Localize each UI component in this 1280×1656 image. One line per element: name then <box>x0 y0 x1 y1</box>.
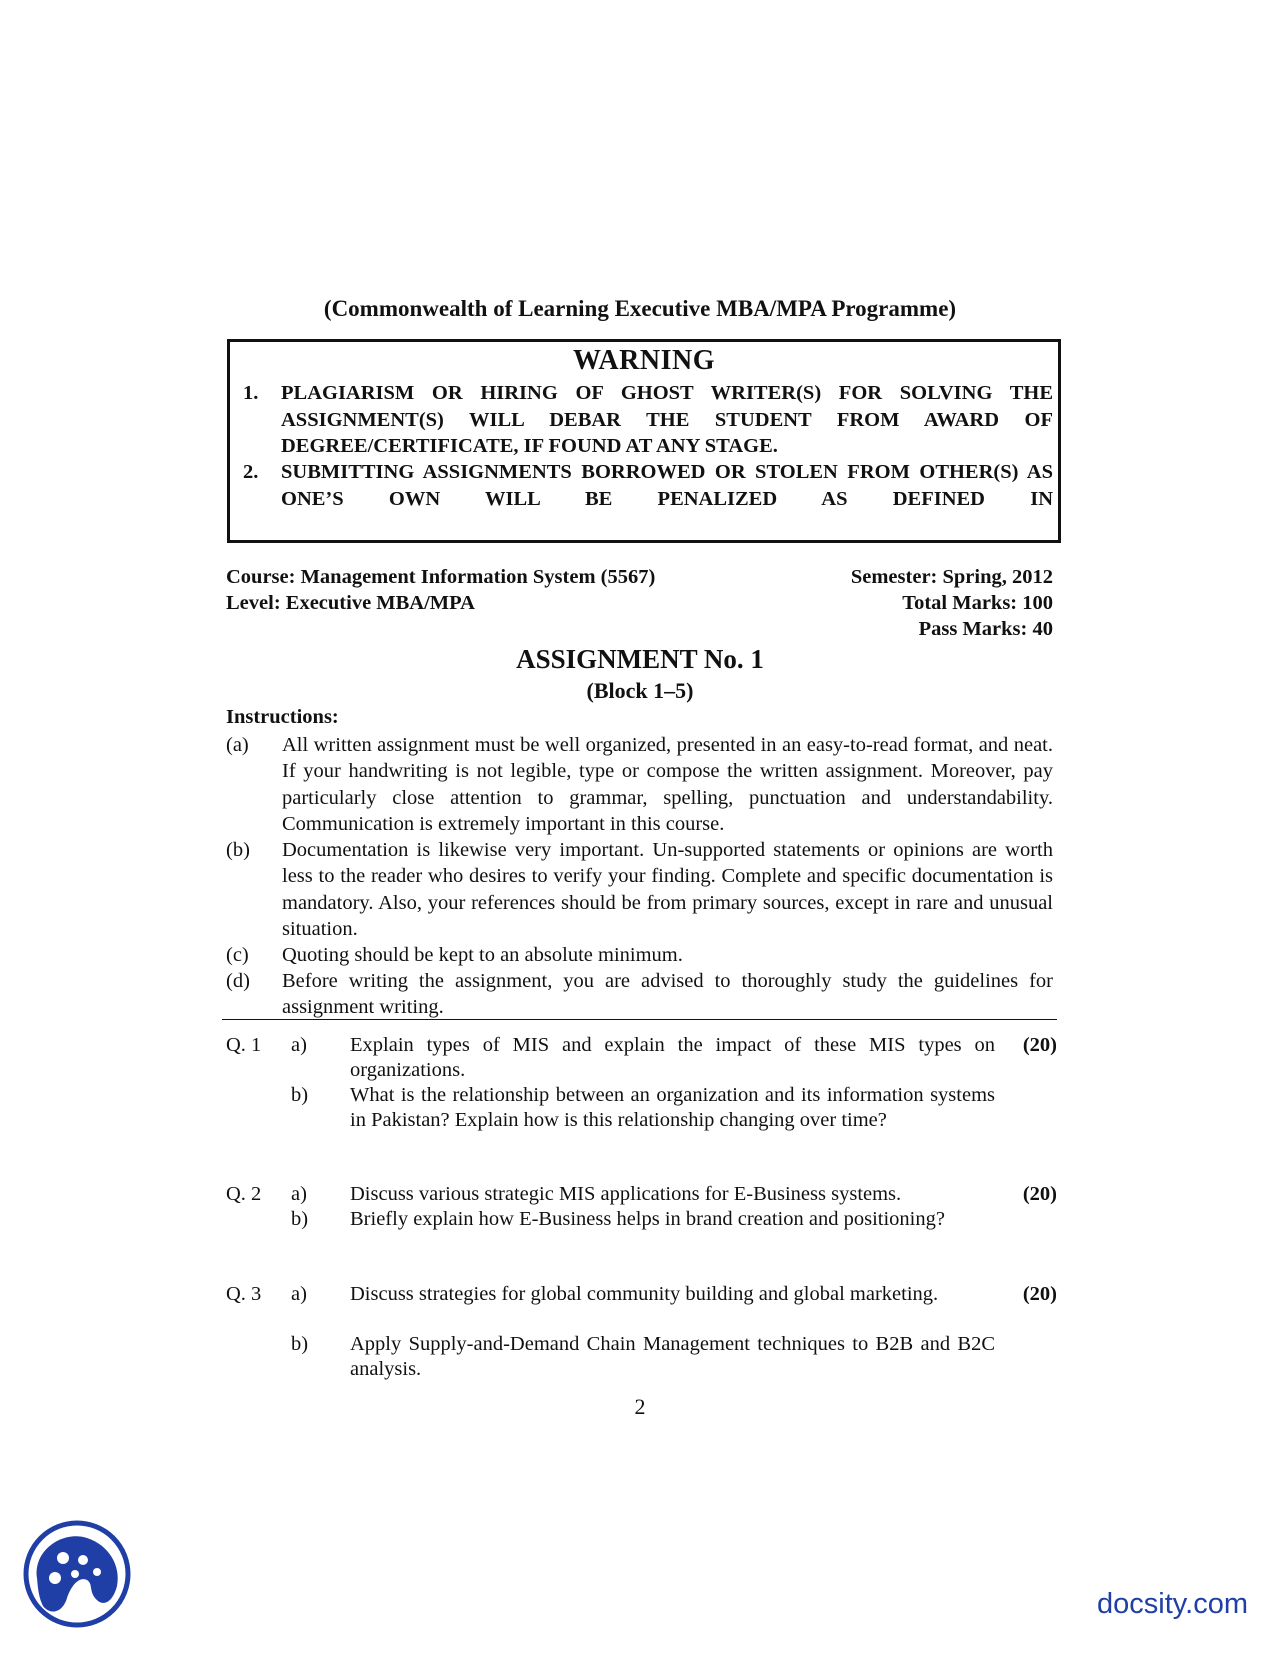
warning-item-number: 1. <box>243 382 259 404</box>
docsity-watermark[interactable]: docsity.com <box>1097 1588 1248 1620</box>
instruction-label: (a) <box>226 734 249 756</box>
question-part-text: Apply Supply-and-Demand Chain Management techniques to B2B and B2C analysis. <box>350 1333 995 1380</box>
section-divider <box>222 1019 1057 1020</box>
question-part-text: Explain types of MIS and explain the impact of these MIS types on organizations. <box>350 1034 995 1081</box>
question-number: Q. 2 <box>226 1183 262 1205</box>
question-part-label: a) <box>291 1283 307 1305</box>
question-part-text: Discuss strategies for global community building and global marketing. <box>350 1283 939 1305</box>
instruction-item <box>226 968 1053 1021</box>
question-number: Q. 3 <box>226 1283 262 1305</box>
instruction-text: Quoting should be kept to an absolute minimum. <box>282 944 683 966</box>
question-marks: (20) <box>1022 1034 1057 1056</box>
semester: Semester: Spring, 2012 <box>850 566 1053 588</box>
instruction-item <box>226 942 1053 968</box>
docsity-logo-icon <box>23 1520 131 1628</box>
instruction-item <box>226 837 1053 942</box>
course-name: Course: Management Information System (5567) <box>226 566 656 588</box>
assignment-title: ASSIGNMENT No. 1 <box>516 644 764 674</box>
warning-item-number: 2. <box>243 461 259 483</box>
instructions-heading: Instructions: <box>226 706 339 728</box>
assignment-block: (Block 1–5) <box>586 678 694 703</box>
question-part-label: b) <box>291 1333 309 1355</box>
warning-title: WARNING <box>573 345 715 376</box>
page-number: 2 <box>634 1394 646 1419</box>
question-part-text: What is the relationship between an organization and its information systems in Pakistan? Explain how is this relationship changing over time? <box>350 1084 995 1131</box>
question-part-label: a) <box>291 1183 307 1205</box>
warning-item-text: PLAGIARISM OR HIRING OF GHOST WRITER(S) FOR SOLVING THE ASSIGNMENT(S) WILL DEBAR THE STUDENT FROM AWARD OF DEGREE/CERTIFICATE, IF FOUND AT ANY STAGE. <box>281 382 1053 457</box>
total-marks: Total Marks: 100 <box>902 592 1053 614</box>
question-part-text: Briefly explain how E-Business helps in brand creation and positioning? <box>350 1208 945 1230</box>
question-part-label: a) <box>291 1034 307 1056</box>
question-part-label: b) <box>291 1208 309 1230</box>
instruction-text: Documentation is likewise very important. Un-supported statements or opinions are worth less to the reader who desires to verify your finding. Complete and specific documentation is mandatory. Also, your references should be from primary sources, except in rare and unusual situation. <box>282 839 1053 940</box>
instruction-label: (b) <box>226 839 250 861</box>
programme-title: (Commonwealth of Learning Executive MBA/MPA Programme) <box>323 296 957 321</box>
question-number: Q. 1 <box>226 1034 262 1056</box>
instruction-label: (c) <box>226 944 249 966</box>
question-marks: (20) <box>1022 1283 1057 1305</box>
question-part-label: b) <box>291 1084 309 1106</box>
instruction-item <box>226 732 1053 837</box>
instruction-text: Before writing the assignment, you are advised to thoroughly study the guidelines for assignment writing. <box>282 970 1053 1019</box>
warning-item <box>243 380 1053 460</box>
warning-item-text: SUBMITTING ASSIGNMENTS BORROWED OR STOLEN FROM OTHER(S) AS ONE’S OWN WILL BE PENALIZED AS DEFINED IN <box>281 461 1053 510</box>
instruction-text: All written assignment must be well organized, presented in an easy-to-read format, and neat. If your handwriting is not legible, type or compose the written assignment. Moreover, pay particularly close attention to grammar, spelling, punctuation and understandability. Communication is extremely important in this course. <box>282 734 1053 835</box>
warning-item <box>243 459 1053 512</box>
pass-marks: Pass Marks: 40 <box>918 618 1053 640</box>
course-level: Level: Executive MBA/MPA <box>226 592 475 614</box>
question-marks: (20) <box>1022 1183 1057 1205</box>
instruction-label: (d) <box>226 970 250 992</box>
question-part-text: Discuss various strategic MIS applications for E-Business systems. <box>350 1183 902 1205</box>
